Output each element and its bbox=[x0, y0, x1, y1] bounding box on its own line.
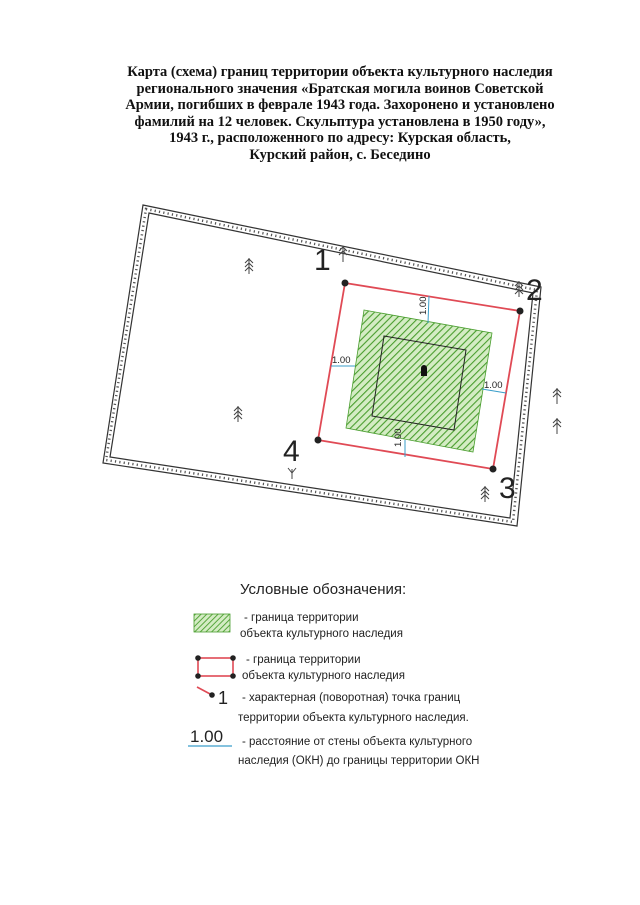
turning-point-1 bbox=[342, 280, 349, 287]
tree-icon bbox=[245, 258, 253, 274]
point-label-3: 3 bbox=[499, 472, 516, 505]
title-line: 1943 г., расположенного по адресу: Курская область, bbox=[169, 130, 511, 146]
turning-point-3 bbox=[490, 466, 497, 473]
legend-text-line: объекта культурного наследия bbox=[242, 670, 405, 682]
legend-text-line: территории объекта культурного наследия. bbox=[238, 712, 469, 724]
legend-boundary-symbol bbox=[195, 655, 236, 679]
tree-icon bbox=[553, 418, 561, 434]
title-line: регионального значения «Братская могила воинов Советской bbox=[136, 80, 544, 97]
tree-icon bbox=[234, 406, 242, 422]
distance-label-top: 1.00 bbox=[418, 296, 429, 315]
legend-item-boundary bbox=[242, 652, 405, 684]
point-label-4: 4 bbox=[283, 435, 300, 468]
point-label-1: 1 bbox=[314, 244, 331, 277]
legend-point-label: 1 bbox=[218, 688, 229, 708]
turning-point-2 bbox=[517, 308, 524, 315]
legend-item-turning-point bbox=[238, 688, 469, 728]
title-line: Карта (схема) границ территории объекта культурного наследия bbox=[127, 64, 553, 80]
tree-icon bbox=[553, 388, 561, 404]
hatched-area bbox=[346, 310, 492, 452]
legend-text-line: - граница территории bbox=[246, 654, 361, 666]
legend-item-hatch bbox=[240, 610, 403, 642]
title-line: Армии, погибших в феврале 1943 года. Захоронено и установлено bbox=[125, 97, 555, 113]
distance-label-bottom: 1.00 bbox=[393, 428, 404, 447]
turning-point-4 bbox=[315, 437, 322, 444]
tree-icon bbox=[288, 468, 296, 479]
legend-text-line: - граница территории bbox=[244, 612, 359, 624]
distance-label-right: 1.00 bbox=[484, 380, 503, 391]
legend-hatch-symbol bbox=[194, 614, 230, 632]
title-line: фамилий на 12 человек. Скульптура установлена в 1950 году», bbox=[134, 113, 546, 130]
tree-icon bbox=[481, 486, 489, 502]
legend-turning-point-symbol bbox=[197, 687, 215, 698]
legend-item-distance bbox=[238, 733, 480, 771]
title-line: Курский район, с. Беседино bbox=[249, 146, 431, 163]
monument-icon bbox=[421, 365, 427, 376]
legend-title: Условные обозначения: bbox=[240, 581, 407, 598]
legend-text-line: объекта культурного наследия bbox=[240, 628, 403, 640]
legend-distance-label: 1.00 bbox=[190, 727, 224, 746]
legend-text-line: - характерная (поворотная) точка границ bbox=[242, 692, 461, 704]
point-label-2: 2 bbox=[526, 274, 543, 307]
legend-text-line: - расстояние от стены объекта культурного bbox=[242, 736, 473, 748]
legend-text-line: наследия (ОКН) до границы территории ОКН bbox=[238, 755, 480, 767]
distance-label-left: 1.00 bbox=[332, 355, 351, 366]
